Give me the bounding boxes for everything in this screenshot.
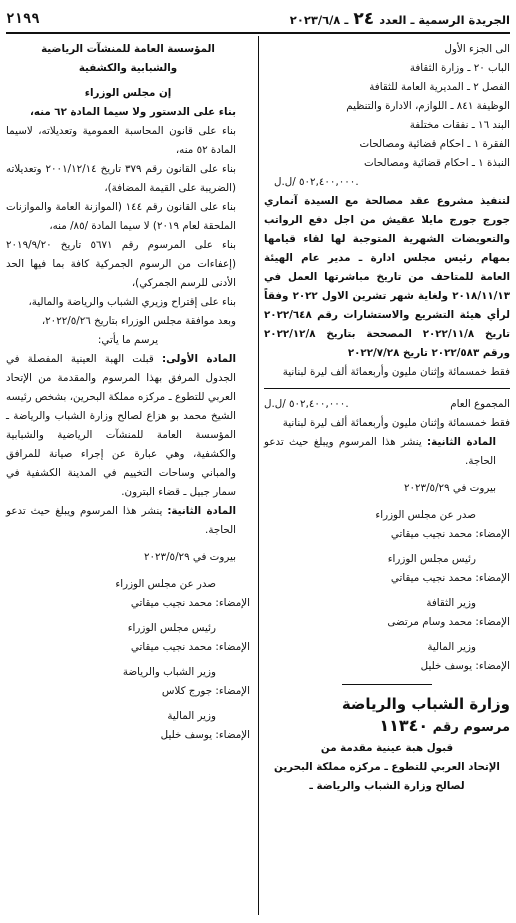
article-2-label: المادة الثانية: [427, 436, 496, 448]
minister-title: وزير المالية [167, 710, 216, 722]
signature: الإمضاء: يوسف خليل [420, 660, 510, 672]
article-2-label: المادة الثانية: [167, 505, 236, 517]
issued-by: صدر عن مجلس الوزراء [115, 578, 216, 590]
basis-4: بناء على المرسوم رقم ٥٦٧١ تاريخ ٢٠١٩/٩/٢٠ (إعفاءات من الرسوم الجمركية كافة بما فيها الحد الأدنى للرسم الجمركي)، [6, 239, 236, 289]
signature: الإمضاء: يوسف خليل [160, 729, 250, 741]
total-in-words: فقط خمسمائة وإثنان مليون وأربعمائة ألف ليرة لبنانية [282, 417, 510, 429]
article-2-text: ينشر هذا المرسوم ويبلغ حيث تدعو الحاجة. [6, 505, 236, 536]
budget-line: الى الجزء الأول [444, 43, 510, 55]
council-heading: إن مجلس الوزراء [84, 87, 172, 99]
basis-5: بناء على إقتراح وزيري الشباب والرياضة والمالية، [28, 296, 236, 308]
signature: الإمضاء: محمد نجيب ميقاتي [390, 528, 510, 540]
total-row [264, 395, 510, 414]
amount-in-words: فقط خمسمائة وإثنان مليون وأربعمائة ألف ليرة لبنانية [282, 366, 510, 378]
article-1 [6, 350, 250, 502]
signature: الإمضاء: جورج كلاس [161, 685, 250, 697]
title-line: المؤسسة العامة للمنشآت الرياضية [41, 43, 215, 55]
signature: الإمضاء: محمد نجيب ميقاتي [130, 641, 250, 653]
ministry-heading: وزارة الشباب والرياضة [341, 695, 510, 713]
gazette-title: الجريدة الرسمية ـ العدد [379, 13, 510, 27]
article-1-label: المادة الأولى: [162, 353, 236, 365]
article-2-text: ينشر هذا المرسوم ويبلغ حيث تدعو الحاجة. [264, 436, 496, 467]
amount: ٥٠٢,٤٠٠,٠٠٠ /ل.ل. [274, 176, 359, 188]
header-title-group [290, 9, 510, 29]
issue-date: ـ ٢٠٢٣/٦/٨ [289, 13, 349, 27]
place-date: بيروت في ٢٠٢٣/٥/٢٩ [143, 551, 236, 563]
approval: وبعد موافقة مجلس الوزراء بتاريخ ٢٠٢٢/٥/٢٦، [41, 315, 236, 327]
minister-title: وزير الثقافة [426, 597, 476, 609]
signature: الإمضاء: محمد وسام مرتضى [387, 616, 510, 628]
issued-by: صدر عن مجلس الوزراء [375, 509, 476, 521]
budget-line: الباب ٢٠ ـ وزارة الثقافة [409, 62, 510, 74]
page-header [6, 6, 510, 32]
column-divider [258, 36, 259, 915]
execution-paragraph: لتنفيذ مشروع عقد مصالحة مع السيدة آنماري جورج جورج مايلا عقيش من اجل دفع الرواتب والتعويضات الشهرية المتوجبة لها لقاء قيامها بمهام رئيس مجلس ادارة ـ مدير عام الهيئة العامة للمتاحف من تاريخ مباشرتها العمل في ٢٠١٨/١١/١٣ ولغاية شهر تشرين الاول ٢٠٢٢ وفقاً لرأي هيئة التشريع والاستشارات رقم ٢٠٢٢/٦٤٨ تاريخ ٢٠٢٢/١١/٨ المصححة بتاريخ ٢٠٢٢/١٢/٨ ورقم ٢٠٢٢/٥٨٣ تاريخ ٢٠٢٢/٧/٢٨ [264, 195, 510, 359]
budget-line: الفقرة ١ ـ احكام قضائية ومصالحات [359, 138, 510, 150]
basis-3: بناء على القانون رقم ١٤٤ (الموازنة العامة والموازنات الملحقة لعام ٢٠١٩) لا سيما المادة /٨٥/ منه، [6, 201, 236, 232]
section-rule [342, 684, 432, 685]
title-line: والشبابية والكشفية [78, 62, 178, 74]
header-rule [6, 32, 510, 34]
total-label: المجموع العام [450, 398, 510, 410]
signature: الإمضاء: محمد نجيب ميقاتي [130, 597, 250, 609]
budget-line: الفصل ٢ ـ المديرية العامة للثقافة [369, 81, 510, 93]
article-1-text: قبلت الهبة العينية المفصلة في الجدول المرفق بهذا المرسوم والمقدمة من الإتحاد العربي للتطوع ـ مركزه مملكة البحرين، بشخص رئيسه الشيخ محمد بو هزاع لصالح وزارة الشباب والرياضة ـ المؤسسة العامة للمنشآت الرياضية والشبابية والكشفية، وهي عبارة عن إجراء صيانة للمرافق والمباني وساحات التخييم في المدينة الكشفية في سمار جبيل ـ قضاء البترون. [6, 353, 236, 498]
right-column [264, 40, 510, 796]
decrees-line: يرسم ما يأتي: [97, 334, 159, 346]
minister-title: وزير الشباب والرياضة [122, 666, 216, 678]
decree-subject-line: الإتحاد العربي للتطوع ـ مركزه مملكة البحرين [274, 761, 500, 773]
decree-number: ١١٣٤٠ [379, 716, 429, 735]
budget-line: الوظيفة ٨٤١ ـ اللوازم، الادارة والتنظيم [346, 100, 510, 112]
decree-heading [264, 715, 510, 739]
minister-title: وزير المالية [427, 641, 476, 653]
place-date: بيروت في ٢٠٢٣/٥/٢٩ [403, 482, 496, 494]
page-number: ٢١٩٩ [6, 11, 40, 27]
total-amount: ٥٠٢,٤٠٠,٠٠٠ /ل.ل. [264, 398, 349, 410]
basis-1: بناء على قانون المحاسبة العمومية وتعديلاته، لاسيما المادة ٥٢ منه، [6, 125, 236, 156]
decree-subject-line: لصالح وزارة الشباب والرياضة ـ [309, 780, 465, 792]
signature: الإمضاء: محمد نجيب ميقاتي [390, 572, 510, 584]
budget-line: البند ١٦ ـ نفقات مختلفة [409, 119, 510, 131]
total-rule [264, 388, 510, 389]
decree-subject-line: قبول هبة عينية مقدمة من [320, 742, 454, 754]
left-column [6, 40, 250, 745]
decree-label: مرسوم رقم [432, 720, 510, 735]
basis-2: بناء على القانون رقم ٣٧٩ تاريخ ٢٠٠١/١٢/١٤ وتعديلاته (الضريبة على القيمة المضافة)، [6, 163, 236, 194]
article-2 [264, 433, 510, 471]
budget-lines [264, 40, 510, 173]
budget-line: النبذة ١ ـ احكام قضائية ومصالحات [363, 157, 510, 169]
basis-constitution: بناء على الدستور ولا سيما المادة ٦٢ منه، [29, 106, 236, 118]
pm-title: رئيس مجلس الوزراء [387, 553, 476, 565]
pm-title: رئيس مجلس الوزراء [127, 622, 216, 634]
issue-number: ٢٤ [353, 9, 375, 29]
article-2 [6, 502, 250, 540]
